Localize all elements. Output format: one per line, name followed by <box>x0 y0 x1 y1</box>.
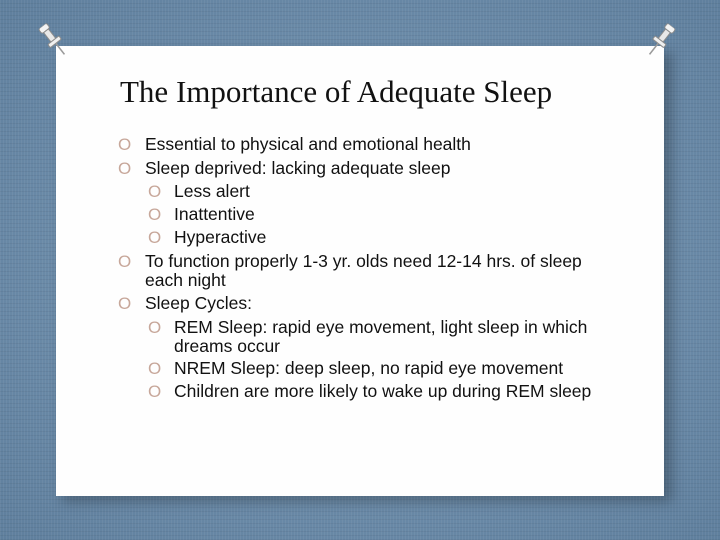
bullet-text: To function properly 1-3 yr. olds need 12-14 hrs. of sleep each night <box>145 251 582 290</box>
bullet-marker: O <box>118 252 132 271</box>
bullet-text: Sleep deprived: lacking adequate sleep <box>145 158 451 178</box>
bullet-text: Less alert <box>174 181 250 201</box>
bullet-marker: O <box>118 294 132 313</box>
bullet-text: Children are more likely to wake up during REM sleep <box>174 381 592 401</box>
bullet-marker: O <box>118 135 132 154</box>
sub-bullet-item <box>148 205 618 224</box>
sub-bullet-item <box>148 182 618 201</box>
bullet-text: REM Sleep: rapid eye movement, light sleep in which dreams occur <box>174 317 588 356</box>
bullet-marker: O <box>148 205 162 224</box>
bullet-item <box>118 252 618 290</box>
bullet-text: Hyperactive <box>174 227 267 247</box>
bullet-item <box>118 135 618 154</box>
sub-bullet-item <box>148 318 618 356</box>
sub-bullet-item <box>148 382 618 401</box>
bullet-marker: O <box>148 359 162 378</box>
bullet-marker: O <box>148 228 162 247</box>
bullet-marker: O <box>148 318 162 337</box>
bullet-marker: O <box>148 182 162 201</box>
sub-bullet-item <box>148 359 618 378</box>
sub-bullet-item <box>148 228 618 247</box>
bullet-item <box>118 159 618 178</box>
pushpin-icon <box>36 21 72 61</box>
bullet-marker: O <box>148 382 162 401</box>
bullet-text: Essential to physical and emotional health <box>145 134 471 154</box>
slide-title: The Importance of Adequate Sleep <box>120 74 553 109</box>
bullet-text: Sleep Cycles: <box>145 293 252 313</box>
bullet-item <box>118 294 618 313</box>
bullet-marker: O <box>118 159 132 178</box>
bullet-text: Inattentive <box>174 204 255 224</box>
bullet-text: NREM Sleep: deep sleep, no rapid eye movement <box>174 358 564 378</box>
